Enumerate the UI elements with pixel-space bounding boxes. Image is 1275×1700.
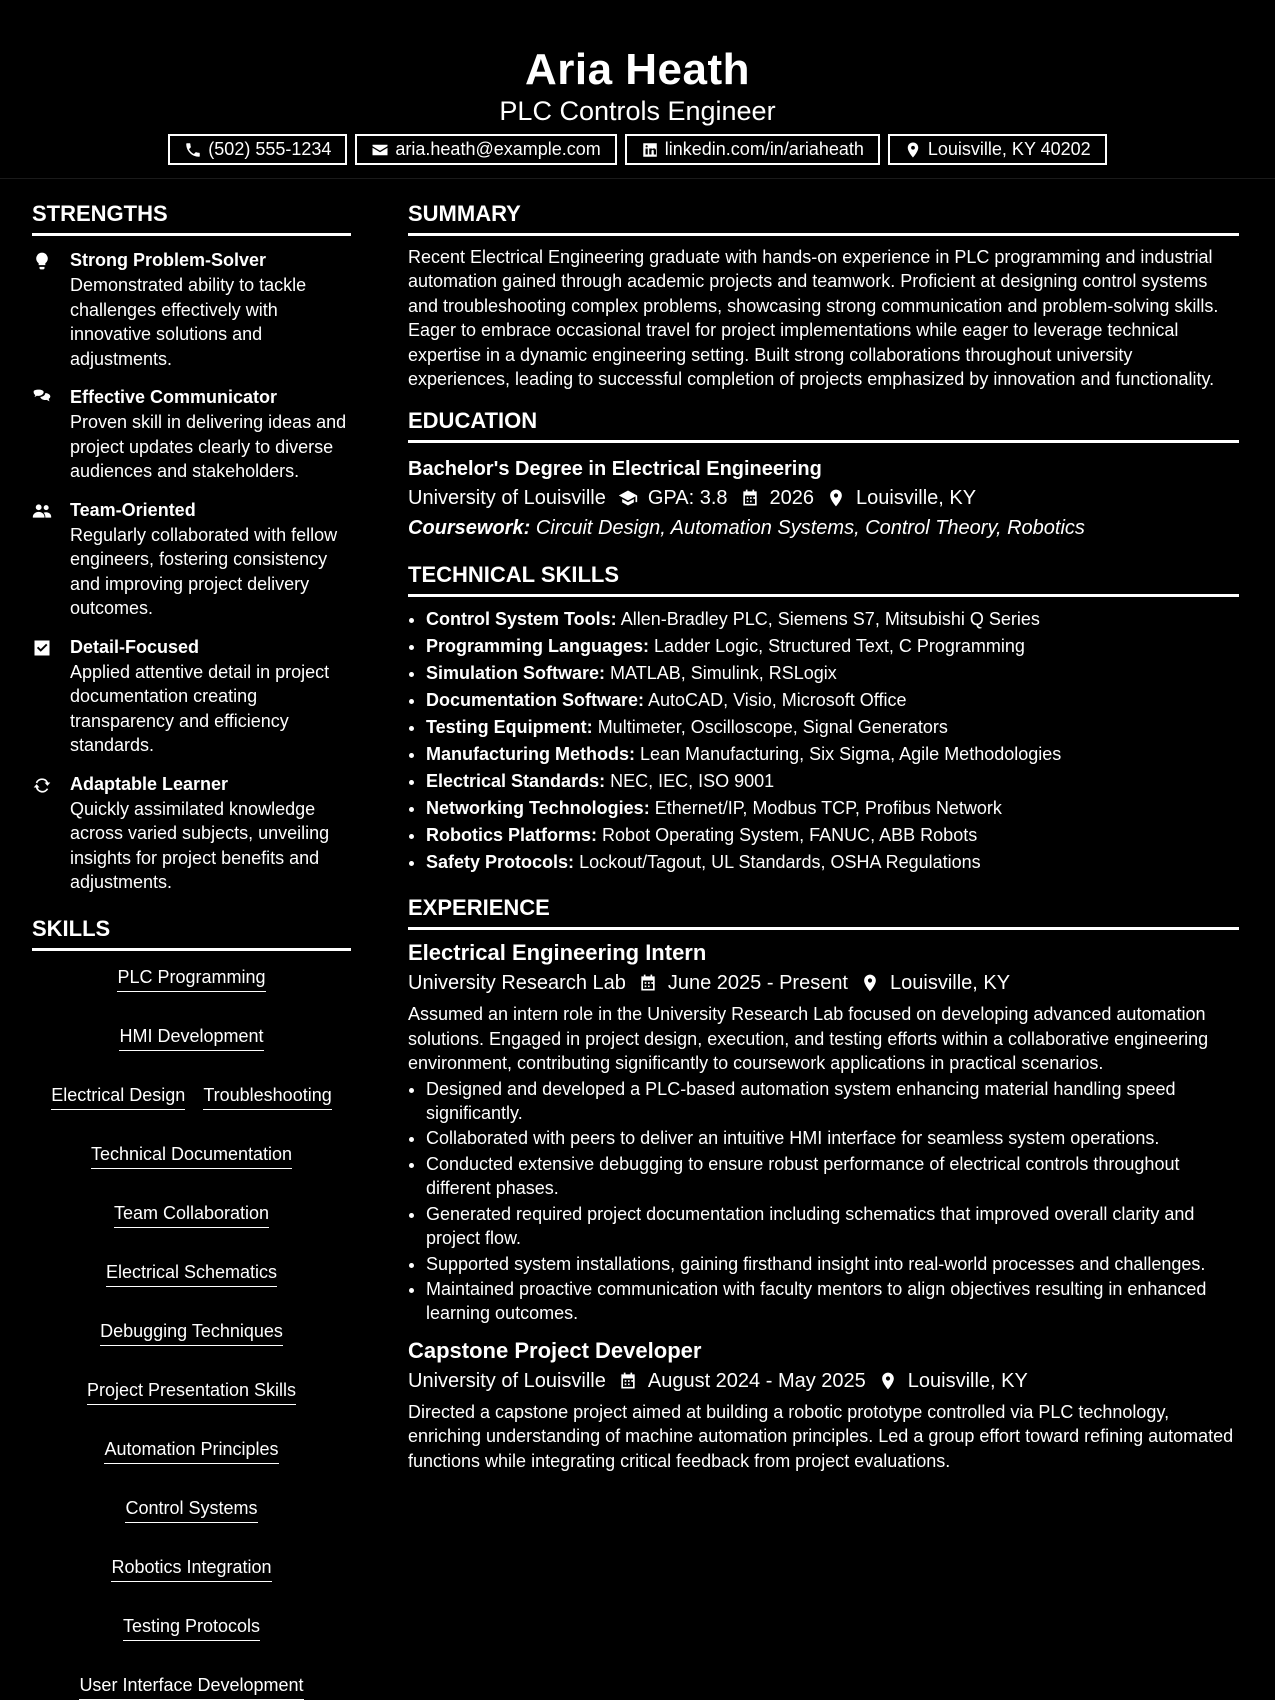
strength-title: Adaptable Learner (70, 773, 229, 794)
experience-entry (408, 1336, 1239, 1473)
organization: University of Louisville (408, 1369, 606, 1392)
location-text: Louisville, KY 40202 (927, 139, 1091, 159)
position-location: Louisville, KY (890, 972, 1011, 995)
list-item: • Programming Languages: Ladder Logic, Structured Text, C Programming (426, 633, 1239, 660)
skill-tag: Control Systems (125, 1496, 257, 1523)
contact-bar (0, 134, 1275, 165)
strength-item (32, 385, 351, 484)
coursework-label: Coursework: (408, 517, 531, 540)
strengths-heading: STRENGTHS (32, 200, 351, 236)
strength-desc: Quickly assimilated knowledge across varied subjects, unveiling insights for project benefits and adjustments. (70, 798, 330, 892)
skill-tag: Debugging Techniques (100, 1319, 283, 1346)
school-name: University of Louisville (408, 487, 606, 510)
skill-tag: HMI Development (119, 1024, 263, 1051)
graduation-year: 2026 (769, 487, 815, 510)
list-item: • Simulation Software: MATLAB, Simulink, RSLogix (426, 660, 1239, 687)
position-meta (408, 968, 1239, 998)
list-item: • Manufacturing Methods: Lean Manufacturing, Six Sigma, Agile Methodologies (426, 741, 1239, 768)
email-text: aria.heath@example.com (395, 139, 601, 159)
list-item: • Networking Technologies: Ethernet/IP, Modbus TCP, Profibus Network (426, 795, 1239, 822)
lightbulb-icon (32, 251, 52, 271)
comments-icon (32, 388, 52, 408)
right-column (408, 178, 1239, 1473)
envelope-icon (371, 141, 389, 159)
list-item: • Control System Tools: Allen-Bradley PLC, Siemens S7, Mitsubishi Q Series (426, 606, 1239, 633)
strength-desc: Applied attentive detail in project documentation creating transparency and efficiency standards. (70, 661, 330, 755)
education-location: Louisville, KY (856, 487, 977, 510)
strength-title: Team-Oriented (70, 499, 196, 520)
list-item: • Electrical Standards: NEC, IEC, ISO 9001 (426, 768, 1239, 795)
skill-tag: Robotics Integration (111, 1555, 271, 1582)
contact-email[interactable] (355, 134, 616, 165)
users-icon (32, 501, 52, 521)
technical-skills-heading: TECHNICAL SKILLS (408, 561, 1239, 597)
resume-header (0, 0, 1275, 179)
skill-tag: Technical Documentation (91, 1142, 292, 1169)
degree-title: Bachelor's Degree in Electrical Engineering (408, 458, 822, 481)
skill-tag: Testing Protocols (123, 1614, 260, 1641)
skill-tag: PLC Programming (117, 965, 265, 992)
list-item: • Supported system installations, gaining firsthand insight into real-world processes and challenges. (426, 1252, 1239, 1276)
calendar-icon (638, 973, 658, 993)
strength-item (32, 498, 351, 621)
list-item: • Maintained proactive communication with faculty mentors to align objectives resulting in enhanced learning outcomes. (426, 1277, 1239, 1326)
position-description: Assumed an intern role in the University Research Lab focused on developing advanced automation solutions. Engaged in project design, execution, and testing efforts within a collaborative engineering environment, contributing significantly to coursework applications in practical scenarios. (408, 1004, 1209, 1074)
date-range: June 2025 - Present (667, 972, 848, 995)
strength-item (32, 772, 351, 895)
summary-heading: SUMMARY (408, 200, 1239, 236)
technical-skills-list (408, 606, 1239, 876)
list-item: • Conducted extensive debugging to ensure robust performance of electrical controls throughout different phases. (426, 1152, 1239, 1201)
experience-entry (408, 938, 1239, 1325)
sync-icon (32, 775, 52, 795)
organization: University Research Lab (408, 972, 626, 995)
graduation-cap-icon (618, 488, 638, 508)
skill-tag: Electrical Design (51, 1083, 185, 1110)
coursework-list: Circuit Design, Automation Systems, Control Theory, Robotics (535, 517, 1085, 540)
position-location: Louisville, KY (907, 1369, 1028, 1392)
skills-list (32, 963, 351, 1700)
education-heading: EDUCATION (408, 407, 1239, 443)
skill-tag: Project Presentation Skills (87, 1378, 296, 1405)
strength-title: Strong Problem-Solver (70, 250, 267, 270)
map-marker-icon (860, 973, 880, 993)
list-item: • Testing Equipment: Multimeter, Oscilloscope, Signal Generators (426, 714, 1239, 741)
skill-tag: Automation Principles (104, 1437, 278, 1464)
position-meta (408, 1366, 1239, 1396)
gpa-text: GPA: 3.8 (647, 487, 728, 510)
list-item: • Designed and developed a PLC-based automation system enhancing material handling speed significantly. (426, 1077, 1239, 1126)
position-title: Capstone Project Developer (408, 1337, 702, 1363)
position-description: Directed a capstone project aimed at building a robotic prototype controlled via PLC technology, enriching understanding of machine automation principles. Led a group effort toward refining automated functions while integrating critical feedback from project evaluations. (408, 1401, 1234, 1471)
list-item: • Safety Protocols: Lockout/Tagout, UL Standards, OSHA Regulations (426, 849, 1239, 876)
strength-desc: Regularly collaborated with fellow engineers, fostering consistency and improving project delivery outcomes. (70, 524, 338, 618)
date-range: August 2024 - May 2025 (647, 1369, 866, 1392)
skill-tag: Team Collaboration (114, 1201, 269, 1228)
achievement-list (408, 1077, 1239, 1326)
skill-tag: User Interface Development (79, 1673, 303, 1700)
left-column (32, 178, 351, 1700)
list-item: • Documentation Software: AutoCAD, Visio, Microsoft Office (426, 687, 1239, 714)
strength-item (32, 248, 351, 371)
strength-desc: Demonstrated ability to tackle challenges effectively with innovative solutions and adjustments. (70, 275, 307, 369)
linkedin-icon (641, 141, 659, 159)
strength-desc: Proven skill in delivering ideas and project updates clearly to diverse audiences and stakeholders. (70, 412, 347, 481)
phone-icon (184, 141, 202, 159)
calendar-icon (740, 488, 760, 508)
calendar-icon (618, 1371, 638, 1391)
experience-heading: EXPERIENCE (408, 894, 1239, 930)
map-marker-icon (904, 141, 922, 159)
list-item: • Robotics Platforms: Robot Operating System, FANUC, ABB Robots (426, 822, 1239, 849)
coursework-line (408, 513, 1239, 543)
contact-linkedin[interactable] (625, 134, 880, 165)
strength-title: Effective Communicator (70, 387, 278, 407)
list-item: • Collaborated with peers to deliver an intuitive HMI interface for seamless system operations. (426, 1126, 1239, 1150)
education-meta (408, 483, 1239, 513)
phone-text: (502) 555-1234 (208, 139, 332, 159)
list-item: • Generated required project documentation including schematics that improved overall clarity and project flow. (426, 1202, 1239, 1251)
strength-item (32, 635, 351, 758)
map-marker-icon (826, 488, 846, 508)
strength-title: Detail-Focused (70, 636, 200, 657)
skill-tag: Troubleshooting (203, 1083, 331, 1110)
linkedin-text: linkedin.com/in/ariaheath (664, 139, 864, 159)
contact-phone[interactable] (168, 134, 347, 165)
checkbox-icon (32, 638, 52, 658)
summary-text: Recent Electrical Engineering graduate with hands-on experience in PLC programming and industrial automation gained through academic projects and teamwork. Proficient at designing control systems and troubleshooting complex problems, showcasing strong communication and problem-solving skills. Eager to embrace occasional travel for project implementations while eager to leverage technical expertise in a dynamic engineering setting. Built strong collaborations throughout university experiences, leading to successful completion of projects emphasized by innovation and functionality. (408, 247, 1219, 390)
skill-tag: Electrical Schematics (106, 1260, 277, 1287)
candidate-name: Aria Heath (524, 45, 751, 94)
position-title: Electrical Engineering Intern (408, 940, 707, 966)
skills-heading: SKILLS (32, 915, 351, 951)
map-marker-icon (878, 1371, 898, 1391)
contact-location[interactable] (888, 134, 1107, 165)
job-title: PLC Controls Engineer (499, 96, 776, 126)
